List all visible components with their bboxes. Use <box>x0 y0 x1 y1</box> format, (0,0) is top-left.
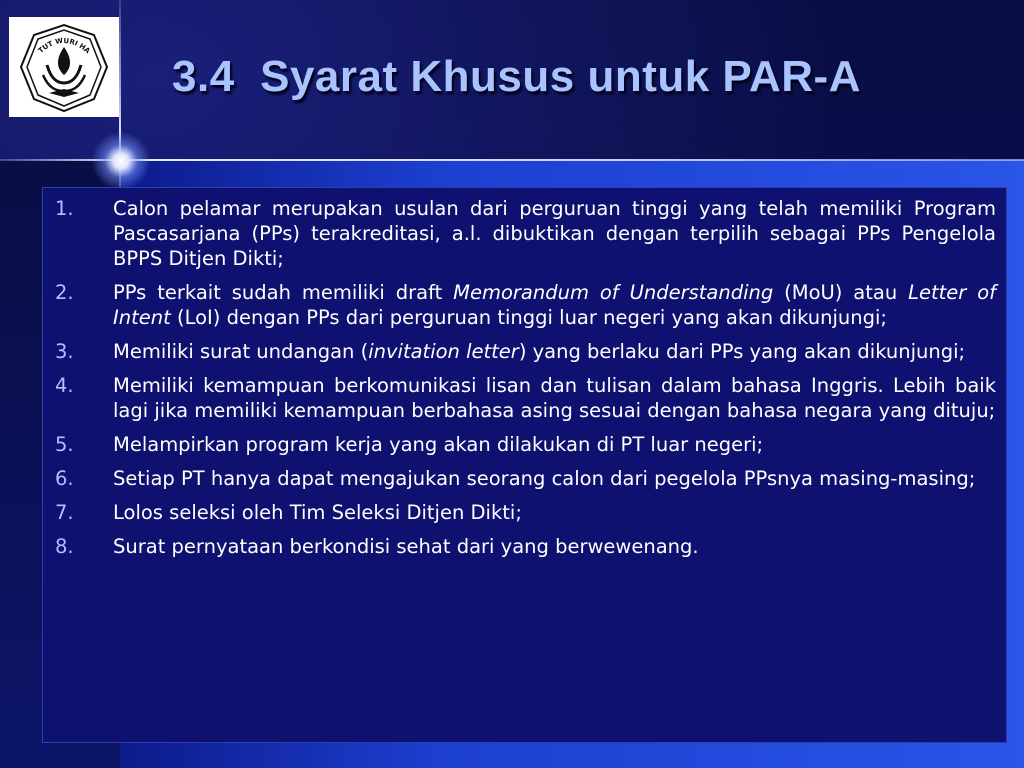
italic-term: Letter of Intent <box>113 281 996 329</box>
text-segment: (MoU) atau <box>773 281 909 304</box>
tutwuri-handayani-logo-icon <box>9 17 119 117</box>
text-segment: Setiap PT hanya dapat mengajukan seorang calon dari pegelola PPsnya masing-masing; <box>113 467 976 490</box>
list-item <box>43 196 996 271</box>
list-item-text <box>113 432 996 457</box>
text-segment: Lolos seleksi oleh Tim Seleksi Ditjen Dikti; <box>113 501 522 524</box>
list-item <box>43 466 996 491</box>
list-item <box>43 339 996 364</box>
horizontal-divider <box>0 159 1024 161</box>
list-item-number: 7. <box>55 501 74 524</box>
page-title: 3.4 Syarat Khusus untuk PAR-A <box>172 52 861 101</box>
list-item-number: 2. <box>55 281 74 304</box>
list-item-text <box>113 500 996 525</box>
italic-term: invitation letter <box>368 340 519 363</box>
list-item <box>43 432 996 457</box>
italic-term: Memorandum of Understanding <box>453 281 774 304</box>
list-item <box>43 534 996 559</box>
list-item <box>43 373 996 423</box>
list-item-number: 8. <box>55 535 74 558</box>
text-segment: Memiliki kemampuan berkomunikasi lisan dan tulisan dalam bahasa Inggris. Lebih baik lagi jika memiliki kemampuan berbahasa asing sesuai dengan bahasa negara yang dituju; <box>113 374 996 422</box>
list-item-number: 1. <box>55 197 74 220</box>
text-segment: PPs terkait sudah memiliki draft <box>113 281 454 304</box>
text-segment: Calon pelamar merupakan usulan dari perguruan tinggi yang telah memiliki Program Pascasarjana (PPs) terakreditasi, a.l. dibuktikan dengan terpilih sebagai PPs Pengelola BPPS Ditjen Dikti; <box>113 197 996 270</box>
list-item-number: 6. <box>55 467 74 490</box>
text-segment: ) yang berlaku dari PPs yang akan dikunjungi; <box>518 340 966 363</box>
list-item-text <box>113 280 996 330</box>
list-item-number: 3. <box>55 340 74 363</box>
text-segment: Melampirkan program kerja yang akan dilakukan di PT luar negeri; <box>113 433 764 456</box>
list-item <box>43 500 996 525</box>
text-segment: (LoI) dengan PPs dari perguruan tinggi luar negeri yang akan dikunjungi; <box>170 306 888 329</box>
content-box <box>42 187 1007 743</box>
logo <box>9 17 119 117</box>
list-item-number: 5. <box>55 433 74 456</box>
list-item-text <box>113 466 996 491</box>
text-segment: Surat pernyataan berkondisi sehat dari yang berwewenang. <box>113 535 699 558</box>
list-item-text <box>113 196 996 271</box>
list-item-text <box>113 534 996 559</box>
list-item-number: 4. <box>55 374 74 397</box>
glow-star-icon <box>92 132 150 190</box>
requirements-list <box>43 188 1006 559</box>
list-item-text <box>113 339 996 364</box>
text-segment: Memiliki surat undangan ( <box>113 340 369 363</box>
list-item-text <box>113 373 996 423</box>
list-item <box>43 280 996 330</box>
svg-text:TUT WURI HANDAYANI: TUT WURI HA <box>36 36 92 56</box>
